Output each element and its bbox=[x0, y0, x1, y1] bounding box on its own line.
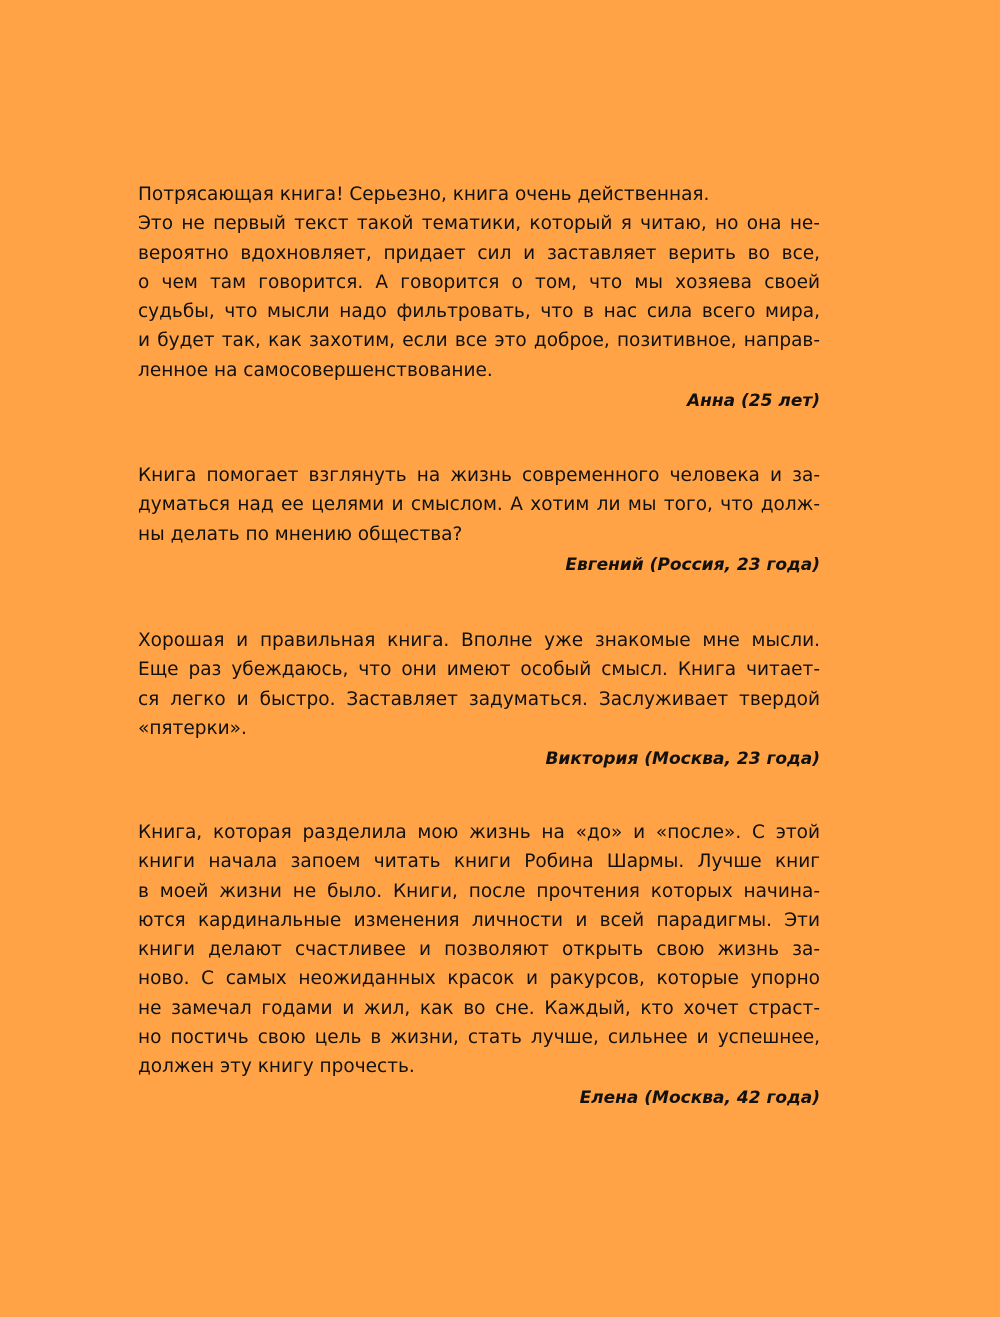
review-line: книги делают счастливее и позволяют открыть свою жизнь за- bbox=[138, 939, 820, 961]
review-text bbox=[138, 461, 820, 549]
review-author: Евгений (Россия, 23 года) bbox=[565, 554, 820, 575]
review-line: книги начала запоем читать книги Робина Шармы. Лучше книг bbox=[138, 851, 820, 873]
review-anna bbox=[138, 180, 820, 413]
review-line: не замечал годами и жил, как во сне. Каждый, кто хочет страст- bbox=[138, 997, 820, 1019]
review-viktoriya bbox=[138, 626, 820, 771]
review-line: ны делать по мнению общества? bbox=[138, 523, 463, 545]
review-line: вероятно вдохновляет, придает сил и заставляет верить во все, bbox=[138, 242, 820, 264]
review-line: ленное на самосовершенствование. bbox=[138, 359, 493, 381]
review-line: Хорошая и правильная книга. Вполне уже знакомые мне мысли. bbox=[138, 630, 820, 651]
review-line: должен эту книгу прочесть. bbox=[138, 1056, 415, 1078]
review-line: но постичь свою цель в жизни, стать лучше, сильнее и успешнее, bbox=[138, 1027, 820, 1049]
review-line: ся легко и быстро. Заставляет задуматься. Заслуживает твердой bbox=[138, 688, 820, 710]
review-line: о чем там говорится. А говорится о том, что мы хозяева своей bbox=[138, 271, 820, 293]
review-line: ново. С самых неожиданных красок и ракурсов, которые упорно bbox=[138, 968, 820, 990]
review-line: думаться над ее целями и смыслом. А хотим ли мы того, что долж- bbox=[138, 494, 820, 516]
review-line: Еще раз убеждаюсь, что они имеют особый смысл. Книга читает- bbox=[138, 659, 820, 681]
review-author: Анна (25 лет) bbox=[687, 391, 820, 412]
review-author: Елена (Москва, 42 года) bbox=[579, 1087, 820, 1108]
review-evgeniy bbox=[138, 461, 820, 577]
review-line: судьбы, что мысли надо фильтровать, что в нас сила всего мира, bbox=[138, 301, 820, 323]
review-text bbox=[138, 818, 820, 1082]
review-line: Это не первый текст такой тематики, который я читаю, но она не- bbox=[138, 213, 820, 235]
review-line: в моей жизни не было. Книги, после прочтения которых начина- bbox=[138, 880, 820, 902]
review-line: Потрясающая книга! Серьезно, книга очень действенная. bbox=[138, 184, 710, 205]
review-line: Книга, которая разделила мою жизнь на «до» и «после». С этой bbox=[138, 822, 820, 843]
review-text bbox=[138, 180, 820, 385]
review-text bbox=[138, 626, 820, 743]
review-line: «пятерки». bbox=[138, 717, 247, 739]
review-line: и будет так, как захотим, если все это доброе, позитивное, направ- bbox=[138, 330, 820, 352]
review-line: Книга помогает взглянуть на жизнь современного человека и за- bbox=[138, 465, 820, 486]
review-author: Виктория (Москва, 23 года) bbox=[545, 749, 820, 770]
review-line: ются кардинальные изменения личности и всей парадигмы. Эти bbox=[138, 909, 820, 931]
review-elena bbox=[138, 818, 820, 1110]
